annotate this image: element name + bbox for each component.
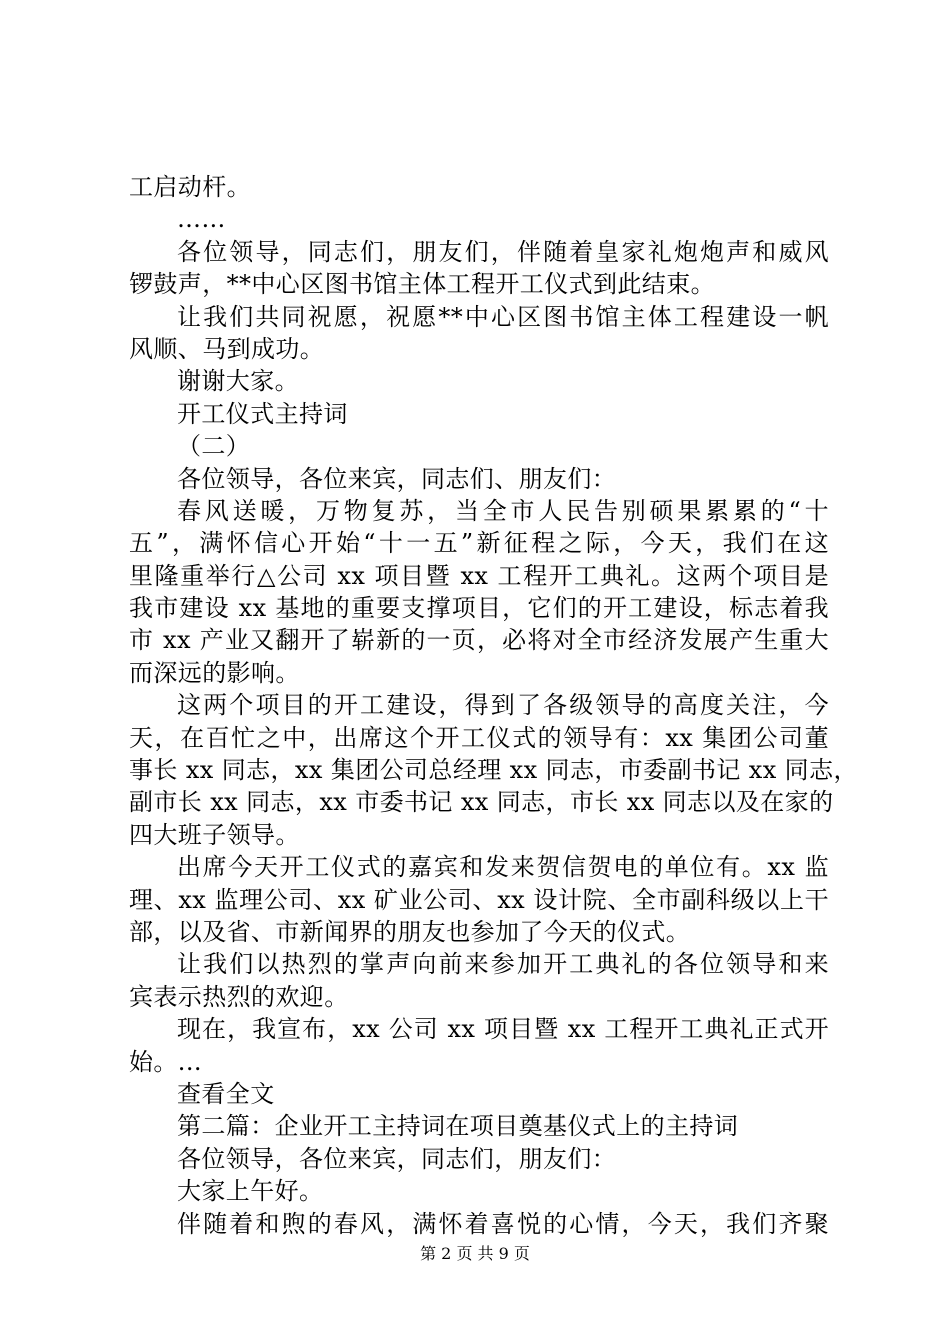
text-line: 锣鼓声，**中心区图书馆主体工程开工仪式到此结束。 [129,270,715,299]
text-line: 现在，我宣布，xx 公司 xx 项目暨 xx 工程开工典礼正式开 [177,1015,829,1044]
view-full-text-link[interactable]: 查看全文 [177,1079,275,1108]
text-line: 谢谢大家。 [177,367,299,396]
text-line: 理、xx 监理公司、xx 矿业公司、xx 设计院、全市副科级以上干 [129,885,829,914]
page-number-footer: 第 2 页 共 9 页 [420,1244,530,1263]
text-line: 天，在百忙之中，出席这个开工仪式的领导有：xx 集团公司董 [129,723,829,752]
text-line: 这两个项目的开工建设，得到了各级领导的高度关注，今 [177,691,829,720]
document-body [129,171,858,1240]
text-line: 市 xx 产业又翻开了崭新的一页，必将对全市经济发展产生重大 [129,626,829,655]
text-line: 春风送暖，万物复苏，当全市人民告别硕果累累的“十 [177,496,829,525]
text-line: 让我们以热烈的掌声向前来参加开工典礼的各位领导和来 [177,950,829,979]
salutation: 各位领导，各位来宾，同志们、朋友们： [177,464,617,493]
text-line: 各位领导，同志们，朋友们，伴随着皇家礼炮炮声和威风 [177,237,829,266]
text-line: 四大班子领导。 [129,820,300,849]
text-line: 里隆重举行△公司 xx 项目暨 xx 工程开工典礼。这两个项目是 [129,561,829,590]
text-line: 让我们共同祝愿，祝愿**中心区图书馆主体工程建设一帆 [177,302,829,331]
text-line: 出席今天开工仪式的嘉宾和发来贺信贺电的单位有。xx 监 [177,853,829,882]
text-line: 而深远的影响。 [129,658,300,687]
text-line: 风顺、马到成功。 [129,334,325,363]
salutation: 各位领导，各位来宾，同志们，朋友们： [177,1144,617,1173]
section-heading: 开工仪式主持词 [177,399,348,428]
text-line: 大家上午好。 [177,1177,324,1206]
text-line: 五”，满怀信心开始“十一五”新征程之际，今天，我们在这 [129,529,829,558]
section-number: （二） [177,432,251,461]
text-line: 始。... [129,1047,202,1076]
text-line: 工启动杆。 [129,173,251,201]
text-line: 副市长 xx 同志，xx 市委书记 xx 同志，市长 xx 同志以及在家的 [129,788,834,817]
text-line: …… [177,205,226,234]
text-line: 部，以及省、市新闻界的朋友也参加了今天的仪式。 [129,917,691,946]
text-line: 宾表示热烈的欢迎。 [129,982,349,1011]
text-line: 我市建设 xx 基地的重要支撑项目，它们的开工建设，标志着我 [129,594,829,623]
text-line: 事长 xx 同志，xx 集团公司总经理 xx 同志，市委副书记 xx 同志， [129,756,858,785]
section-heading: 第二篇：企业开工主持词在项目奠基仪式上的主持词 [177,1112,739,1141]
text-line: 伴随着和煦的春风，满怀着喜悦的心情，今天，我们齐聚 [177,1209,829,1238]
